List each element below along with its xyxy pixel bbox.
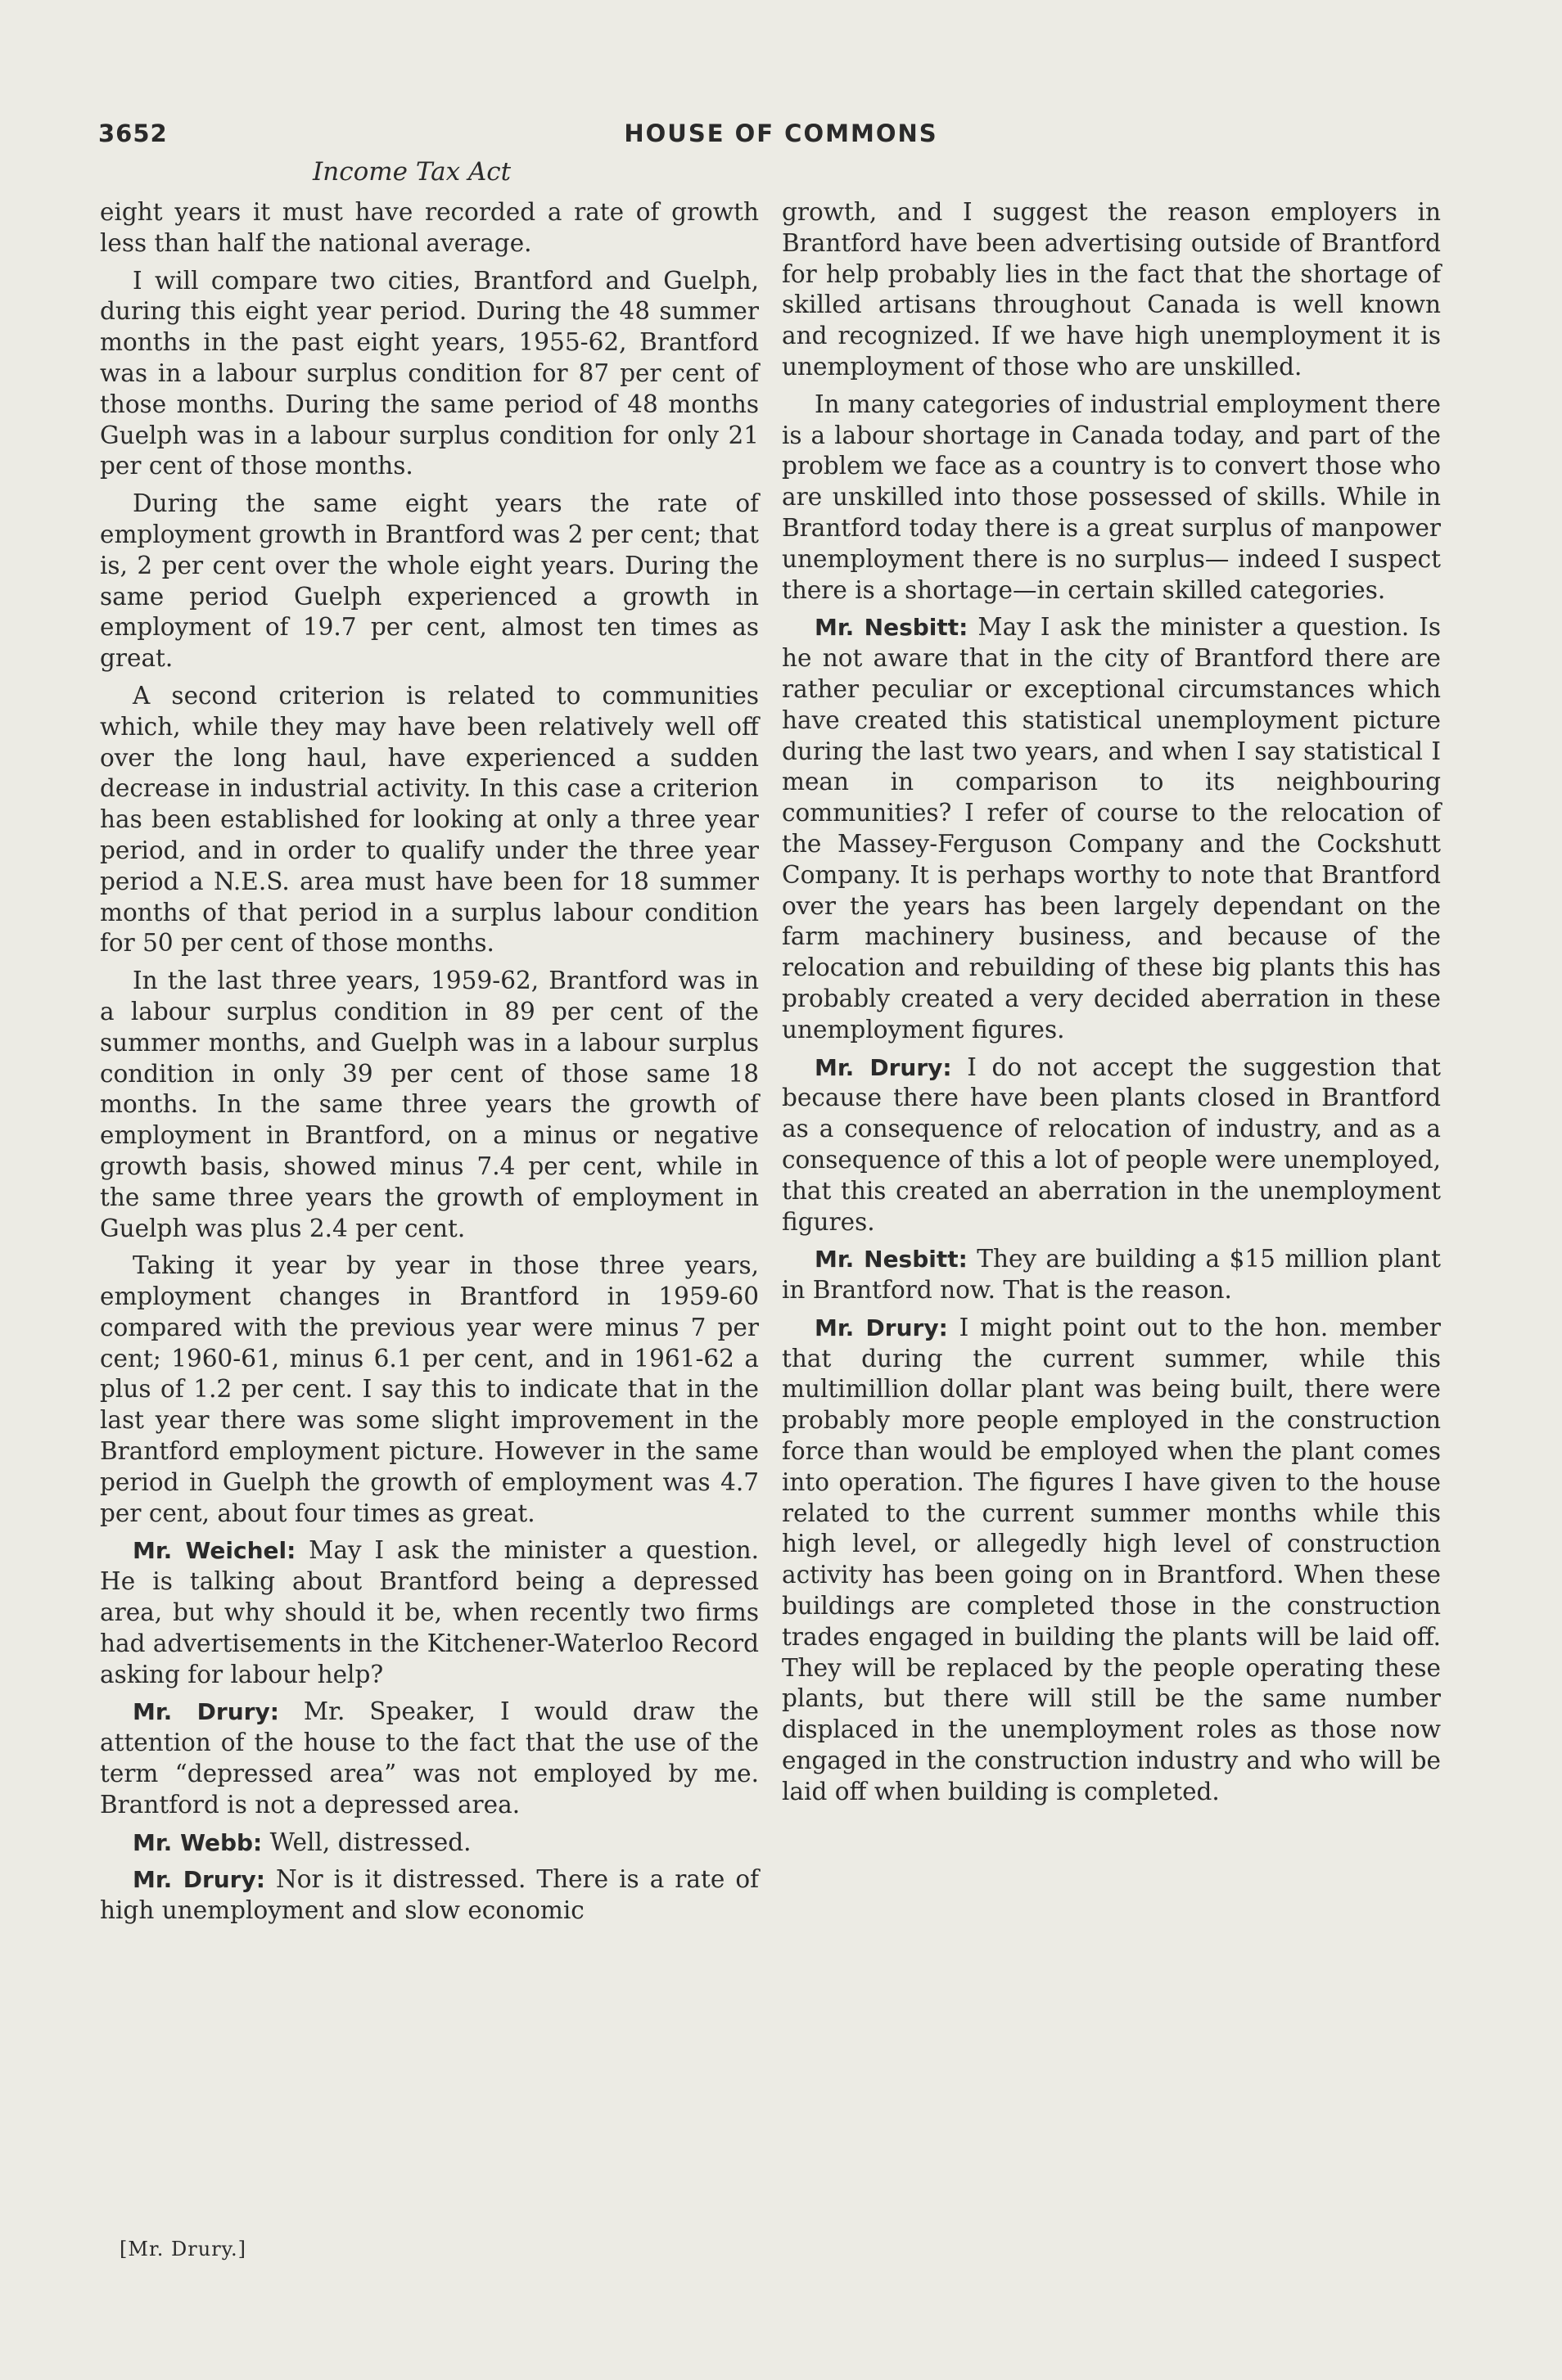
page-number: 3652 (98, 119, 168, 147)
speaker-name: Mr. Drury: (815, 1053, 952, 1081)
paragraph (100, 681, 759, 959)
paragraph (100, 1251, 759, 1529)
footer-attribution: [Mr. Drury.] (120, 2238, 247, 2261)
paragraph (782, 197, 1441, 383)
speaker-name: Mr. Nesbitt: (815, 614, 968, 642)
speech (782, 612, 1441, 1045)
speech (100, 1697, 759, 1820)
section-title: Income Tax Act (313, 157, 512, 187)
paragraph-text: A second criterion is related to communities which, while they may have been relatively well off over the long haul, have experienced a sudden decrease in industrial activity. In this case a criterion has been established for looking at only a three year period, and in order to qualify under the three year period a N.E.S. area must have been for 18 summer months of that period in a surplus labour condition for 50 per cent of those months. (100, 681, 759, 958)
left-column (100, 197, 759, 1933)
speech (100, 1828, 759, 1859)
speaker-name: Mr. Weichel: (133, 1537, 296, 1565)
speech-text: May I ask the minister a question. Is he not aware that in the city of Brantford there are rather peculiar or exceptional circumstances which have created this statistical unemployment picture during the last two years, and when I say statistical I mean in comparison to its neighbouring communities? I refer of course to the relocation of the Massey-Ferguson Company and the Cockshutt Company. It is perhaps worthy to note that Brantford over the years has been largely dependant on the farm machinery business, and because of the relocation and rebuilding of these big plants this has probably created a very decided aberration in these unemployment figures. (782, 613, 1441, 1044)
paragraph-text: In the last three years, 1959-62, Brantford was in a labour surplus condition in 89 per cent of the summer months, and Guelph was in a labour surplus condition in only 39 per cent of those same 18 months. In the same three years the growth of employment in Brantford, on a minus or negative growth basis, showed minus 7.4 per cent, while in the same three years the growth of employment in Guelph was plus 2.4 per cent. (100, 967, 759, 1242)
speech-text: I do not accept the suggestion that because there have been plants closed in Brantford as a consequence of relocation of industry, and as a consequence of this a lot of people were unemployed, that this created an aberration in the unemployment figures. (782, 1053, 1441, 1236)
speaker-name: Mr. Nesbitt: (815, 1246, 968, 1273)
speaker-name: Mr. Webb: (133, 1828, 263, 1856)
paragraph (100, 197, 759, 259)
speech (100, 1864, 759, 1927)
speech (782, 1244, 1441, 1306)
paragraph (100, 489, 759, 674)
speaker-name: Mr. Drury: (815, 1314, 948, 1341)
speech-text: Mr. Speaker, I would draw the attention of the house to the fact that the use of the term “depressed area” was not employed by me. Brantford is not a depressed area. (100, 1697, 759, 1819)
speaker-name: Mr. Drury: (133, 1866, 265, 1894)
right-column (782, 197, 1441, 1814)
paragraph-text: In many categories of industrial employment there is a labour shortage in Canada today, and part of the problem we face as a country is to convert those who are unskilled into those possessed of skills. While in Brantford today there is a great surplus of manpower unemployment there is no surplus— indeed I suspect there is a shortage—in certain skilled categories. (782, 390, 1441, 604)
paragraph-text: eight years it must have recorded a rate of growth less than half the national average. (100, 198, 759, 257)
speech-text: I might point out to the hon. member that during the current summer, while this multimillion dollar plant was being built, there were probably more people employed in the construction force than would be employed when the plant comes into operation. The figures I have given to the house related to the current summer months while this high level, or allegedly high level of construction activity has been going on in Brantford. When these buildings are completed those in the construction trades engaged in building the plants will be laid off. They will be replaced by the people operating these plants, but there will still be the same number displaced in the unemployment roles as those now engaged in the construction industry and who will be laid off when building is completed. (782, 1313, 1441, 1805)
speech (782, 1313, 1441, 1808)
paragraph-text: I will compare two cities, Brantford and Guelph, during this eight year period. During the 48 summer months in the past eight years, 1955-62, Brantford was in a labour surplus condition for 87 per cent of those months. During the same period of 48 months Guelph was in a labour surplus condition for only 21 per cent of those months. (100, 266, 759, 480)
speech (100, 1535, 759, 1690)
speech-text: They are building a $15 million plant in Brantford now. That is the reason. (782, 1245, 1441, 1305)
running-head: HOUSE OF COMMONS (624, 119, 938, 147)
paragraph (100, 966, 759, 1244)
speaker-name: Mr. Drury: (133, 1698, 279, 1726)
speech-text: Well, distressed. (269, 1828, 472, 1856)
speech-text: May I ask the minister a question. He is talking about Brantford being a depressed area, but why should it be, when recently two firms had advertisements in the Kitchener-Waterloo Record asking for labour help? (100, 1536, 759, 1688)
paragraph-text: growth, and I suggest the reason employers in Brantford have been advertising outside of Brantford for help probably lies in the fact that the shortage of skilled artisans throughout Canada is well known and recognized. If we have high unemployment it is unemployment of those who are unskilled. (782, 198, 1441, 381)
paragraph (782, 390, 1441, 606)
speech (782, 1053, 1441, 1238)
paragraph (100, 266, 759, 483)
paragraph-text: During the same eight years the rate of employment growth in Brantford was 2 per cent; that is, 2 per cent over the whole eight years. During the same period Guelph experienced a growth in employment of 19.7 per cent, almost ten times as great. (100, 489, 759, 673)
paragraph-text: Taking it year by year in those three years, employment changes in Brantford in 1959-60 compared with the previous year were minus 7 per cent; 1960-61, minus 6.1 per cent, and in 1961-62 a plus of 1.2 per cent. I say this to indicate that in the last year there was some slight improvement in the Brantford employment picture. However in the same period in Guelph the growth of employment was 4.7 per cent, about four times as great. (100, 1251, 759, 1527)
speech-text: Nor is it distressed. There is a rate of high unemployment and slow economic (100, 1865, 759, 1925)
